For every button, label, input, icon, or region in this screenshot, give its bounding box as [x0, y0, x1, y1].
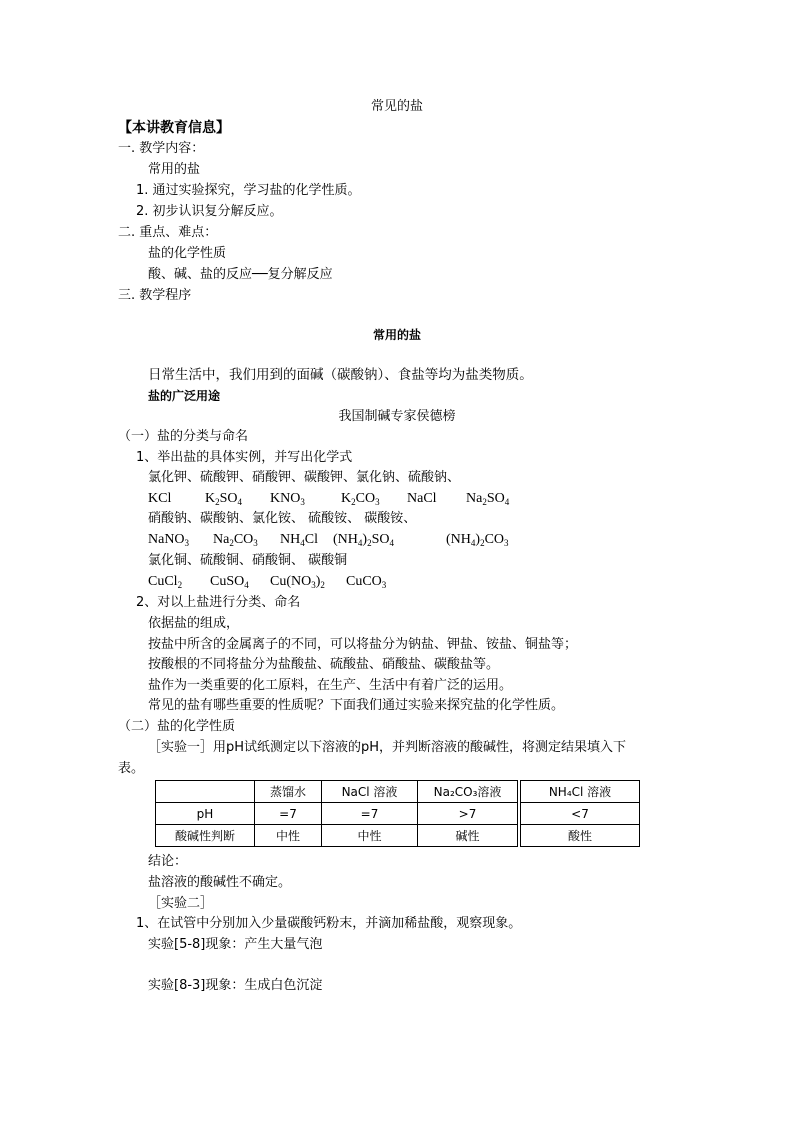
basis-text: 依据盐的组成， — [148, 616, 240, 631]
outline-item-1-1: 1. 通过实验探究，学习盐的化学性质。 — [136, 183, 361, 198]
table-cell: >7 — [418, 803, 518, 825]
ph-results-table — [155, 780, 640, 847]
hou-debang-line: 我国制碱专家侯德榜 — [338, 409, 456, 424]
formula: $Na_2SO_4$ — [466, 491, 510, 507]
formula-row-2 — [0, 531, 794, 549]
table-cell: 酸碱性判断 — [156, 825, 255, 847]
formula: $(NH_4)_2CO_3$ — [446, 532, 509, 548]
classification-by-metal: 按盐中所含的金属离子的不同，可以将盐分为钠盐、钾盐、铵盐、铜盐等； — [148, 637, 578, 652]
table-cell: 酸性 — [521, 825, 640, 847]
intro-text: 日常生活中，我们用到的面碱（碳酸钠）、食盐等均为盐类物质。 — [148, 367, 533, 383]
outline-item-2-b: 酸、碱、盐的反应──复分解反应 — [148, 267, 333, 282]
salt-names-row-2: 硝酸钠、碳酸钠、氯化铵、 硫酸铵、 碳酸铵、 — [148, 511, 417, 526]
conclusion-label: 结论： — [148, 854, 188, 869]
formula: $Cu(NO_3)_2$ — [270, 574, 325, 590]
part1-step1: 1、举出盐的具体实例，并写出化学式 — [136, 450, 353, 465]
table-header-cell: NaCl 溶液 — [322, 781, 418, 803]
experiment1-line1: ［实验一］用pH试纸测定以下溶液的pH，并判断溶液的酸碱性，将测定结果填入下 — [148, 740, 627, 755]
formula: $K_2CO_3$ — [341, 491, 380, 507]
page-title: 常见的盐 — [370, 99, 423, 114]
classification-by-acid: 按酸根的不同将盐分为盐酸盐、硫酸盐、硝酸盐、碳酸盐等。 — [148, 657, 500, 672]
formula: CuCO$_3$ — [346, 574, 387, 590]
observation-2: 实验[8-3]现象：生成白色沉淀 — [148, 978, 323, 993]
outline-item-3: 三. 教学程序 — [118, 288, 192, 303]
experiment2-step1: 1、在试管中分别加入少量碳酸钙粉末，并滴加稀盐酸，观察现象。 — [136, 916, 522, 931]
table-cell: 中性 — [255, 825, 322, 847]
formula: CuSO$_4$ — [210, 574, 249, 590]
conclusion-text: 盐溶液的酸碱性不确定。 — [148, 875, 292, 890]
table-header-cell: NH₄Cl 溶液 — [521, 781, 640, 803]
usage-heading: 盐的广泛用途 — [148, 389, 221, 403]
formula: $Na_2CO_3$ — [213, 532, 258, 548]
experiment1-line2: 表。 — [118, 761, 145, 776]
importance-text: 盐作为一类重要的化工原料，在生产、生活中有着广泛的运用。 — [148, 678, 513, 693]
formula: $NH_4Cl$ — [280, 532, 318, 548]
outline-item-1-2: 2. 初步认识复分解反应。 — [136, 204, 283, 219]
salt-names-row-1: 氯化钾、硫酸钾、硝酸钾、碳酸钾、氯化钠、硫酸钠、 — [148, 470, 461, 485]
formula: $(NH_4)_2SO_4$ — [333, 532, 394, 548]
experiment2-label: ［实验二］ — [148, 896, 214, 911]
table-cell: pH — [156, 803, 255, 825]
table-row — [156, 803, 640, 825]
formula-row-3 — [0, 573, 794, 591]
table-cell: <7 — [521, 803, 640, 825]
outline-item-1-sub: 常用的盐 — [148, 162, 201, 177]
table-cell: =7 — [322, 803, 418, 825]
formula: NaCl — [407, 491, 437, 506]
outline-item-1: 一. 教学内容： — [118, 141, 205, 156]
part2-heading: （二）盐的化学性质 — [118, 719, 236, 734]
formula: CuCl$_2$ — [148, 574, 183, 590]
section-header: 【本讲教育信息】 — [118, 120, 230, 136]
table-cell: 碱性 — [418, 825, 518, 847]
formula: NaNO$_3$ — [148, 532, 190, 548]
table-cell: =7 — [255, 803, 322, 825]
formula: $KNO_3$ — [270, 491, 305, 507]
outline-item-2: 二. 重点、难点： — [118, 225, 218, 240]
part1-heading: （一）盐的分类与命名 — [118, 429, 249, 444]
outline-item-2-a: 盐的化学性质 — [148, 246, 227, 261]
subtitle: 常用的盐 — [372, 328, 421, 342]
formula-row-1 — [0, 490, 794, 508]
table-header-row — [156, 781, 640, 803]
salt-names-row-3: 氯化铜、硫酸铜、硝酸铜、 碳酸铜 — [148, 553, 348, 568]
question-text: 常见的盐有哪些重要的性质呢？下面我们通过实验来探究盐的化学性质。 — [148, 698, 565, 713]
table-header-cell: Na₂CO₃溶液 — [418, 781, 518, 803]
table-cell: 中性 — [322, 825, 418, 847]
table-header-cell: 蒸馏水 — [255, 781, 322, 803]
formula: $K_2SO_4$ — [205, 491, 243, 507]
formula: KCl — [148, 491, 172, 506]
table-header-cell — [156, 781, 255, 803]
table-row — [156, 825, 640, 847]
observation-1: 实验[5-8]现象：产生大量气泡 — [148, 937, 323, 952]
part1-step2: 2、对以上盐进行分类、命名 — [136, 595, 301, 610]
